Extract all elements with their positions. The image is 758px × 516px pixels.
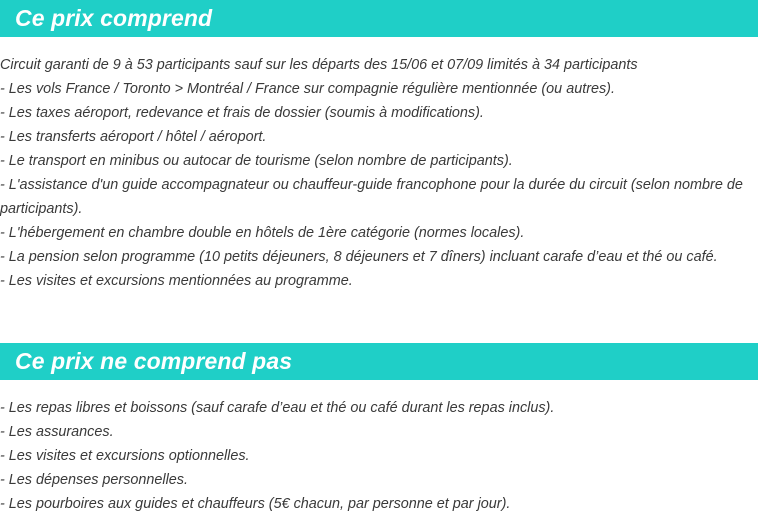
list-item: - Les transferts aéroport / hôtel / aéroport. <box>0 129 267 145</box>
list-item: - L'hébergement en chambre double en hôtels de 1ère catégorie (normes locales). <box>0 225 525 241</box>
section-title-includes: Ce prix comprend <box>15 5 213 31</box>
list-item: - Les dépenses personnelles. <box>0 472 188 488</box>
section-header-excludes <box>0 343 758 380</box>
excludes-list <box>0 396 750 516</box>
section-header-includes <box>0 0 758 37</box>
list-item: - Les assurances. <box>0 424 114 440</box>
list-item: - Les visites et excursions mentionnées au programme. <box>0 273 353 289</box>
list-item: - Les taxes aéroport, redevance et frais de dossier (soumis à modifications). <box>0 105 484 121</box>
list-item: - La pension selon programme (10 petits déjeuners, 8 déjeuners et 7 dîners) incluant carafe d’eau et thé ou café. <box>0 249 718 265</box>
list-item: - Les vols France / Toronto > Montréal / France sur compagnie régulière mentionnée (ou autres). <box>0 81 615 97</box>
list-item: - Le transport en minibus ou autocar de tourisme (selon nombre de participants). <box>0 153 513 169</box>
list-item: Circuit garanti de 9 à 53 participants sauf sur les départs des 15/06 et 07/09 limités à 34 participants <box>0 57 638 73</box>
list-item: - Les repas libres et boissons (sauf carafe d’eau et thé ou café durant les repas inclus). <box>0 400 555 416</box>
list-item: - L'assistance d'un guide accompagnateur ou chauffeur-guide francophone pour la durée du circuit (selon nombre de participants). <box>0 177 743 217</box>
list-item: - Les pourboires aux guides et chauffeurs (5€ chacun, par personne et par jour). <box>0 496 511 512</box>
section-title-excludes: Ce prix ne comprend pas <box>15 348 293 374</box>
includes-list <box>0 53 750 293</box>
list-item: - Les visites et excursions optionnelles. <box>0 448 250 464</box>
